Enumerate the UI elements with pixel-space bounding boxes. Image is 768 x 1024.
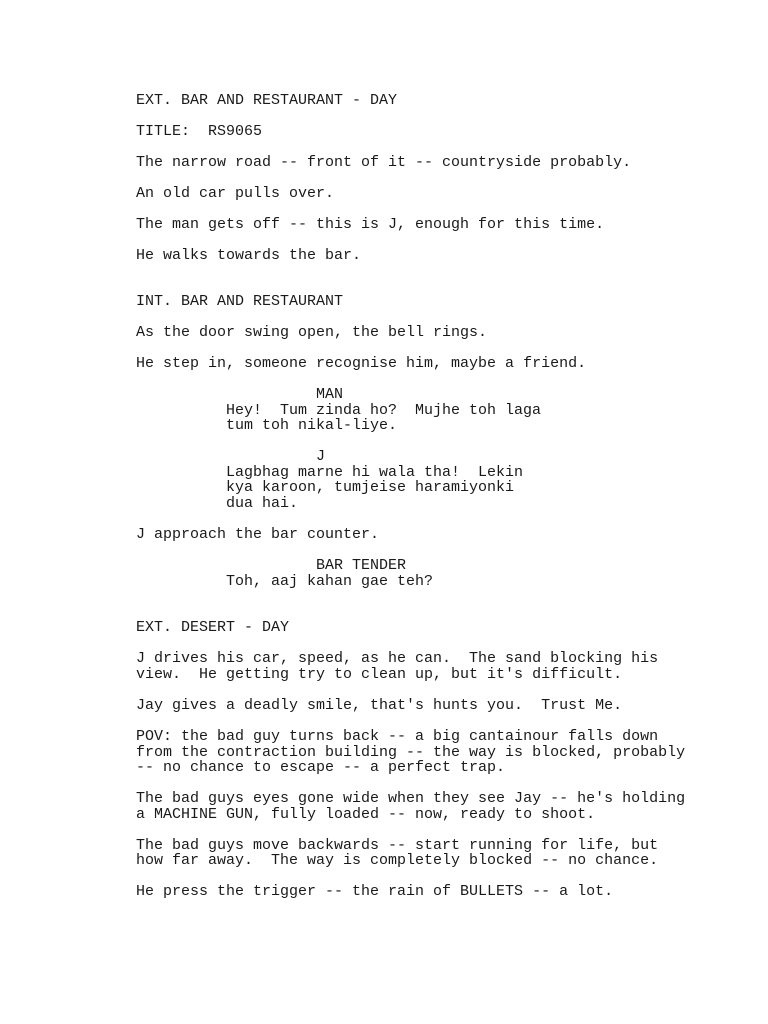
scene-heading: EXT. BAR AND RESTAURANT - DAY [136,92,398,109]
character-name: BAR TENDER [316,557,407,574]
action-line: J approach the bar counter. [136,526,380,543]
action-line: from the contraction building -- the way is blocked, probably [136,744,686,761]
title-line: TITLE: RS9065 [136,123,263,140]
action-line: He walks towards the bar. [136,247,362,264]
action-line: The bad guys eyes gone wide when they see Jay -- he's holding [136,790,686,807]
character-name: J [316,448,326,465]
action-line: The man gets off -- this is J, enough for this time. [136,216,605,233]
action-line: POV: the bad guy turns back -- a big cantainour falls down [136,728,659,745]
action-line: An old car pulls over. [136,185,335,202]
action-line: a MACHINE GUN, fully loaded -- now, ready to shoot. [136,806,596,823]
action-line: As the door swing open, the bell rings. [136,324,488,341]
scene-heading: EXT. DESERT - DAY [136,619,290,636]
dialogue-line: kya karoon, tumjeise haramiyonki [226,479,515,496]
action-line: The bad guys move backwards -- start running for life, but [136,837,659,854]
dialogue-line: Lagbhag marne hi wala tha! Lekin [226,464,524,481]
action-line: Jay gives a deadly smile, that's hunts you. Trust Me. [136,697,623,714]
action-line: J drives his car, speed, as he can. The sand blocking his [136,650,659,667]
action-line: how far away. The way is completely blocked -- no chance. [136,852,659,869]
dialogue-line: Toh, aaj kahan gae teh? [226,573,434,590]
action-line: He step in, someone recognise him, maybe a friend. [136,355,587,372]
dialogue-line: Hey! Tum zinda ho? Mujhe toh laga [226,402,542,419]
action-line: He press the trigger -- the rain of BULLETS -- a lot. [136,883,614,900]
dialogue-line: tum toh nikal-liye. [226,417,398,434]
action-line: -- no chance to escape -- a perfect trap. [136,759,506,776]
scene-heading: INT. BAR AND RESTAURANT [136,293,344,310]
action-line: The narrow road -- front of it -- countryside probably. [136,154,632,171]
dialogue-line: dua hai. [226,495,299,512]
action-line: view. He getting try to clean up, but it's difficult. [136,666,623,683]
character-name: MAN [316,386,344,403]
